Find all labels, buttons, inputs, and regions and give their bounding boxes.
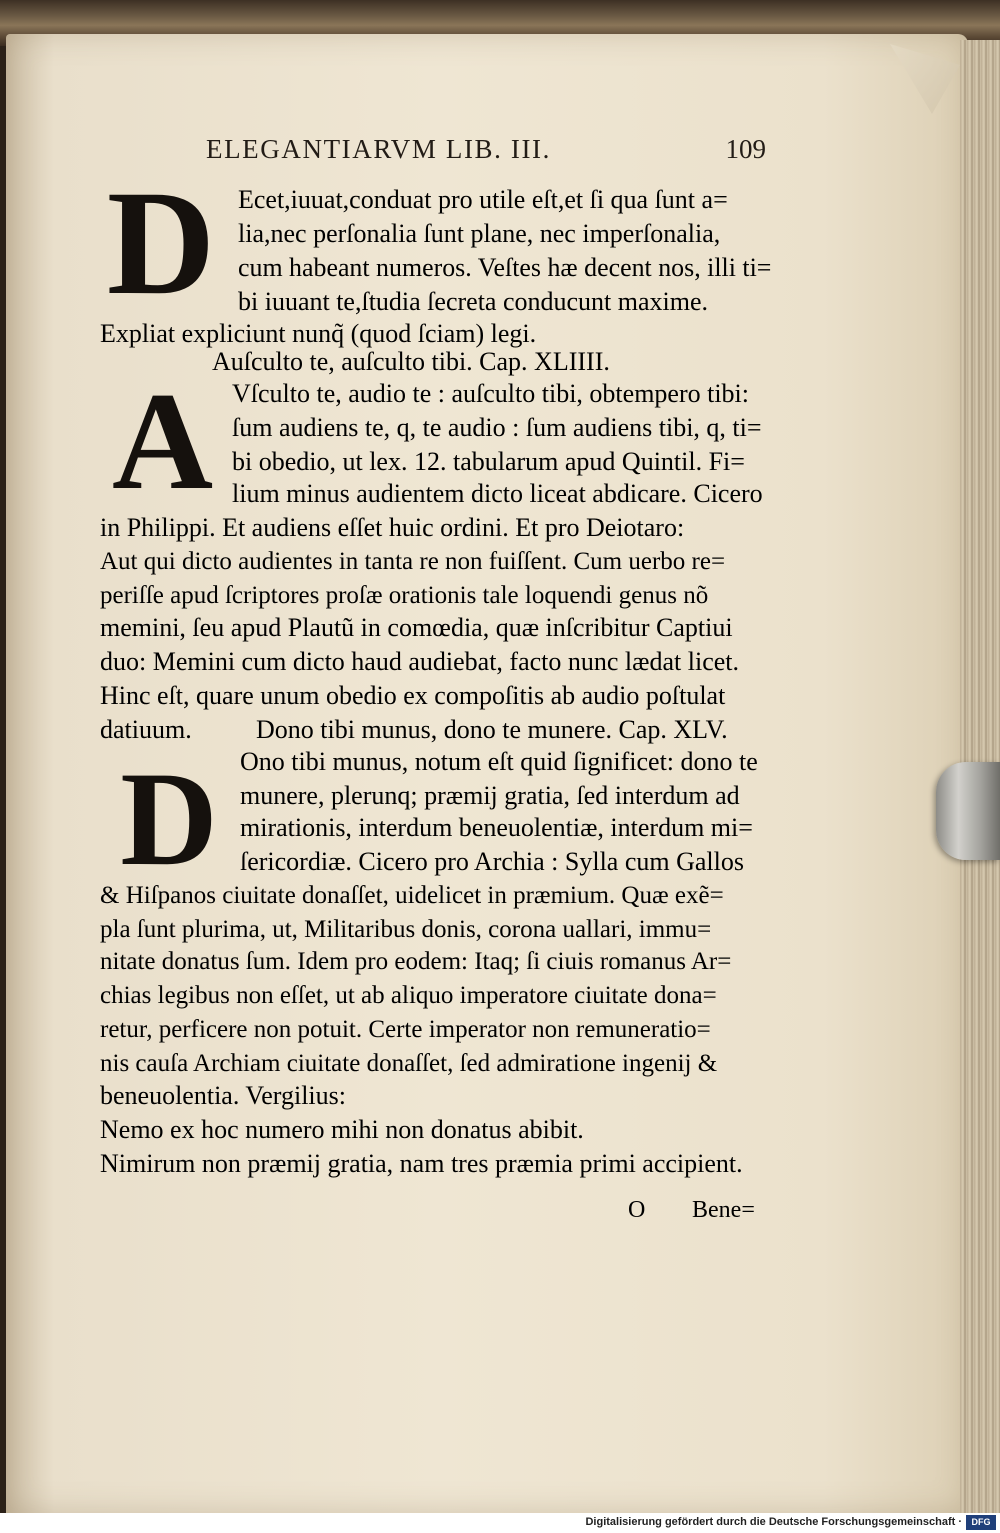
text-line: & Hiſpanos ciuitate donaſſet, uidelicet in præmium. Quæ exẽ= bbox=[100, 882, 724, 909]
text-line: beneuolentia. Vergilius: bbox=[100, 1081, 346, 1110]
text-line: cum habeant numeros. Veſtes hæ decent nos, illi ti= bbox=[238, 253, 772, 282]
chapter-heading: Dono tibi munus, dono te munere. Cap. XLV. bbox=[256, 715, 728, 744]
footer-credit: Digitalisierung gefördert durch die Deutsche Forschungsgemeinschaft · bbox=[585, 1516, 962, 1528]
text-line: mirationis, interdum beneuolentiæ, interdum mi= bbox=[240, 813, 753, 842]
text-line: Vſculto te, audio te : auſculto tibi, obtempero tibi: bbox=[232, 379, 750, 408]
catchword: Bene= bbox=[692, 1197, 755, 1223]
text-line: datiuum. bbox=[100, 715, 192, 744]
text-line: ſericordiæ. Cicero pro Archia : Sylla cum Gallos bbox=[240, 847, 744, 876]
text-line: Nimirum non præmij gratia, nam tres præmia primi accipient. bbox=[100, 1149, 743, 1178]
text-line: munere, plerunq; præmij gratia, ſed interdum ad bbox=[240, 781, 740, 810]
text-line: Aut qui dicto audientes in tanta re non fuiſſent. Cum uerbo re= bbox=[100, 548, 726, 575]
dropcap-d-first: D bbox=[106, 160, 216, 326]
text-line: pla ſunt plurima, ut, Militaribus donis, corona uallari, immu= bbox=[100, 916, 712, 943]
text-line: lia,nec perſonalia ſunt plane, nec imperſonalia, bbox=[238, 219, 721, 248]
dropcap-a: A bbox=[112, 364, 214, 519]
text-line: nis cauſa Archiam ciuitate donaſſet, ſed admiratione ingenij & bbox=[100, 1050, 718, 1077]
text-line: memini, ſeu apud Plautũ in comœdia, quæ inſcribitur Captiui bbox=[100, 613, 733, 642]
chapter-heading: Auſculto te, auſculto tibi. Cap. XLIIII. bbox=[212, 347, 610, 376]
text-line: Ecet,iuuat,conduat pro utile eſt,et ſi qua ſunt a= bbox=[238, 185, 728, 214]
folio-number: 109 bbox=[725, 134, 766, 164]
dropcap-d-second: D bbox=[120, 745, 218, 894]
text-line: bi obedio, ut lex. 12. tabularum apud Quintil. Fi= bbox=[232, 447, 745, 476]
text-line: ſum audiens te, q, te audio : ſum audiens tibi, q, ti= bbox=[232, 413, 762, 442]
text-line: Hinc eſt, quare unum obedio ex compoſitis ab audio poſtulat bbox=[100, 681, 726, 710]
text-line: retur, perficere non potuit. Certe imperator non remuneratio= bbox=[100, 1016, 711, 1043]
text-line: Expliat expliciunt nunq̃ (quod ſciam) legi. bbox=[100, 319, 537, 348]
digitization-footer bbox=[0, 1513, 1000, 1533]
metal-clip bbox=[936, 762, 1000, 860]
signature-mark: O bbox=[628, 1197, 646, 1223]
text-line: duo: Memini cum dicto haud audiebat, facto nunc lædat licet. bbox=[100, 647, 739, 676]
dfg-logo: DFG bbox=[966, 1515, 996, 1530]
text-line: nitate donatus ſum. Idem pro eodem: Itaq; ſi ciuis romanus Ar= bbox=[100, 948, 732, 975]
text-line: lium minus audientem dicto liceat abdicare. Cicero bbox=[232, 479, 763, 508]
text-line: bi iuuant te,ſtudia ſecreta conducunt maxime. bbox=[238, 287, 709, 316]
text-line: periſſe apud ſcriptores proſæ orationis tale loquendi genus nõ bbox=[100, 582, 709, 609]
text-line: chias legibus non eſſet, ut ab aliquo imperatore ciuitate dona= bbox=[100, 982, 717, 1009]
running-header bbox=[206, 134, 766, 168]
text-line: Ono tibi munus, notum eſt quid ſignificet: dono te bbox=[240, 747, 758, 776]
text-line: in Philippi. Et audiens eſſet huic ordini. Et pro Deiotaro: bbox=[100, 513, 685, 542]
verse-line: Nemo ex hoc numero mihi non donatus abibit. bbox=[100, 1115, 584, 1144]
running-title: ELEGANTIARVM LIB. III. bbox=[206, 134, 551, 164]
